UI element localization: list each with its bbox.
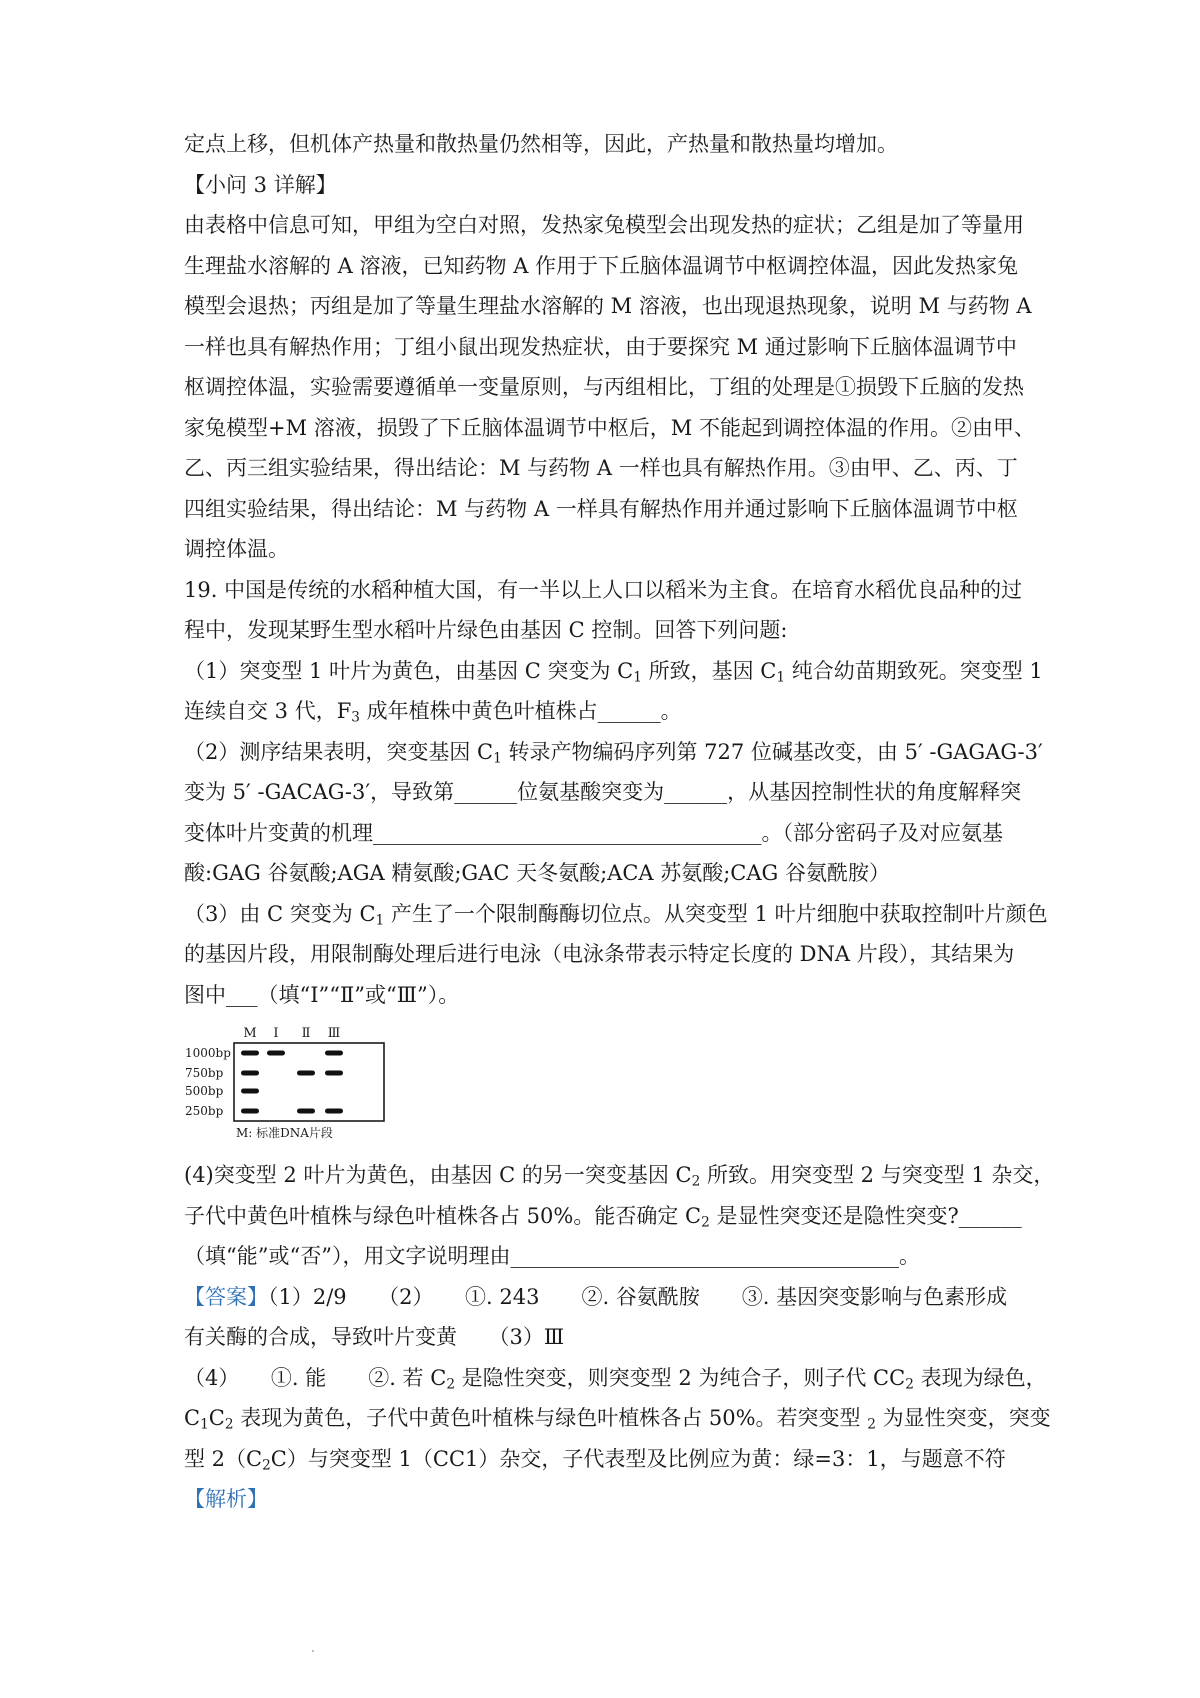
text-line: 图中___（填“I”“Ⅱ”或“Ⅲ”）。 bbox=[184, 982, 460, 1007]
text-span: 所致，基因 C bbox=[641, 658, 777, 683]
gel-band bbox=[325, 1071, 343, 1076]
text-span: C bbox=[184, 1406, 201, 1430]
subscript: 2 bbox=[224, 1416, 234, 1433]
text-line bbox=[184, 1366, 1084, 1390]
gel-band bbox=[241, 1051, 259, 1056]
text-span: 产生了一个限制酶酶切位点。从突变型 1 叶片细胞中获取控制叶片颜色 bbox=[384, 901, 1048, 926]
section-heading: 【小问 3 详解】 bbox=[184, 172, 337, 197]
lane-label: I bbox=[273, 1026, 279, 1041]
document-page bbox=[184, 132, 1084, 1528]
gel-band bbox=[241, 1089, 259, 1094]
subscript: 2 bbox=[446, 1375, 455, 1392]
subscript: 3 bbox=[351, 709, 360, 726]
text-line: 的基因片段，用限制酶处理后进行电泳（电泳条带表示特定长度的 DNA 片段），其结果为 bbox=[184, 942, 1015, 966]
text-line: 程中，发现某野生型水稻叶片绿色由基因 C 控制。回答下列问题: bbox=[184, 618, 788, 642]
size-label: 500bp bbox=[185, 1084, 224, 1098]
gel-band bbox=[325, 1109, 343, 1114]
gel-band bbox=[297, 1109, 315, 1114]
text-span: （2）测序结果表明，突变基因 C bbox=[184, 739, 494, 764]
text-span: 转录产物编码序列第 727 位碱基改变，由 5′ -GAGAG-3′ bbox=[501, 739, 1043, 764]
gel-band bbox=[325, 1051, 343, 1056]
text-span: 表现为绿色， bbox=[913, 1365, 1047, 1390]
text-span: 连续自交 3 代，F bbox=[184, 699, 352, 723]
text-span: 为显性突变，突变 bbox=[875, 1406, 1051, 1430]
subscript: 2 bbox=[905, 1375, 914, 1392]
text-span: 成年植株中黄色叶植株占______。 bbox=[359, 699, 682, 723]
text-span: （4） ①. 能 ②. 若 C bbox=[184, 1365, 447, 1390]
text-line: 枢调控体温，实验需要遵循单一变量原则，与丙组相比，丁组的处理是①损毁下丘脑的发热 bbox=[184, 375, 1024, 399]
text-span: 纯合幼苗期致死。突变型 1 bbox=[785, 658, 1043, 683]
subquestion-3 bbox=[184, 902, 1084, 926]
lane-label: M bbox=[243, 1026, 257, 1041]
text-span: 表现为黄色，子代中黄色叶植株与绿色叶植株各占 50%。若突变型 bbox=[233, 1406, 868, 1430]
text-line: 模型会退热；丙组是加了等量生理盐水溶解的 M 溶液，也出现退热现象，说明 M 与药物 A bbox=[184, 294, 1032, 318]
text-line bbox=[184, 1204, 1084, 1228]
size-label: 250bp bbox=[185, 1104, 224, 1118]
subscript: 1 bbox=[200, 1416, 209, 1433]
text-line: 四组实验结果，得出结论：M 与药物 A 一样具有解热作用并通过影响下丘脑体温调节中枢 bbox=[184, 496, 1018, 521]
text-line: 由表格中信息可知，甲组为空白对照，发热家兔模型会出现发热的症状；乙组是加了等量用 bbox=[184, 213, 1024, 237]
gel-caption: M: 标准DNA片段 bbox=[236, 1126, 333, 1140]
subscript: 1 bbox=[375, 911, 385, 928]
scan-speck bbox=[312, 1650, 314, 1652]
gel-band bbox=[297, 1071, 315, 1076]
question-title: 19. 中国是传统的水稻种植大国，有一半以上人口以稻米为主食。在培育水稻优良品种的过 bbox=[184, 577, 1023, 602]
text-line bbox=[184, 1406, 1084, 1433]
subscript: 2 bbox=[262, 1456, 271, 1473]
text-span: 子代中黄色叶植株与绿色叶植株各占 50%。能否确定 C bbox=[184, 1203, 702, 1228]
text-line: 酸:GAG 谷氨酸;AGA 精氨酸;GAC 天冬氨酸;ACA 苏氨酸;CAG 谷氨酰胺） bbox=[184, 861, 890, 885]
gel-band bbox=[241, 1109, 259, 1114]
gel-band bbox=[267, 1051, 285, 1056]
text-span: （1）突变型 1 叶片为黄色，由基因 C 突变为 C bbox=[184, 658, 634, 683]
text-span: C bbox=[208, 1406, 225, 1430]
text-span: (4)突变型 2 叶片为黄色，由基因 C 的另一突变基因 C bbox=[184, 1163, 692, 1187]
subscript: 2 bbox=[701, 1213, 710, 1230]
subscript: 2 bbox=[691, 1173, 701, 1190]
electrophoresis-figure bbox=[184, 1023, 1084, 1143]
gel-band bbox=[241, 1071, 259, 1076]
text-line: 乙、丙三组实验结果，得出结论：M 与药物 A 一样也具有解热作用。③由甲、乙、丙、丁 bbox=[184, 456, 1018, 480]
size-label: 1000bp bbox=[185, 1046, 231, 1060]
analysis-tag: 【解析】 bbox=[184, 1487, 268, 1511]
text-line: 变为 5′ -GACAG-3′，导致第______位氨基酸突变为______，从基因控制性状的角度解释突 bbox=[184, 780, 1022, 804]
text-line: 生理盐水溶解的 A 溶液，已知药物 A 作用于下丘脑体温调节中枢调控体温，因此发热家兔 bbox=[184, 253, 1019, 278]
answer-tag: 【答案】 bbox=[184, 1284, 268, 1309]
subquestion-2 bbox=[184, 740, 1084, 764]
text-line: 定点上移，但机体产热量和散热量仍然相等，因此，产热量和散热量均增加。 bbox=[184, 132, 898, 156]
text-line: 调控体温。 bbox=[184, 537, 289, 561]
lane-label: Ⅱ bbox=[301, 1026, 311, 1041]
text-span: C）与突变型 1（CC1）杂交，子代表型及比例应为黄：绿=3：1，与题意不符 bbox=[270, 1446, 1006, 1471]
text-line bbox=[184, 1447, 1084, 1471]
text-span: 是隐性突变，则突变型 2 为纯合子，则子代 CC bbox=[455, 1365, 906, 1390]
text-line: 有关酶的合成，导致叶片变黄 （3）Ⅲ bbox=[184, 1325, 565, 1349]
text-line bbox=[184, 699, 1084, 726]
text-span: 所致。用突变型 2 与突变型 1 杂交， bbox=[700, 1163, 1055, 1187]
text-span: 是显性突变还是隐性突变?______ bbox=[709, 1203, 1022, 1228]
answer-line bbox=[184, 1285, 1084, 1309]
text-span: 型 2（C bbox=[184, 1446, 263, 1471]
text-line: 一样也具有解热作用；丁组小鼠出现发热症状，由于要探究 M 通过影响下丘脑体温调节中 bbox=[184, 334, 1017, 359]
gel-diagram bbox=[184, 1023, 424, 1143]
text-line: 家兔模型+M 溶液，损毁了下丘脑体温调节中枢后，M 不能起到调控体温的作用。②由甲、 bbox=[184, 415, 1035, 440]
text-line: （填“能”或“否”），用文字说明理由_____________________________________。 bbox=[184, 1244, 920, 1268]
subscript: 2 bbox=[867, 1416, 876, 1433]
lane-label: Ⅲ bbox=[327, 1026, 341, 1041]
subquestion-4 bbox=[184, 1163, 1084, 1190]
text-span: （1）2/9 （2） ①. 243 ②. 谷氨酰胺 ③. 基因突变影响与色素形成 bbox=[268, 1284, 1008, 1309]
size-label: 750bp bbox=[185, 1066, 224, 1080]
subquestion-1 bbox=[184, 659, 1084, 683]
text-line: 变体叶片变黄的机理_____________________________________。（部分密码子及对应氨基 bbox=[184, 820, 1003, 845]
text-span: （3）由 C 突变为 C bbox=[184, 901, 376, 926]
subscript: 1 bbox=[493, 749, 502, 766]
subscript: 1 bbox=[633, 668, 642, 685]
subscript: 1 bbox=[776, 668, 786, 685]
